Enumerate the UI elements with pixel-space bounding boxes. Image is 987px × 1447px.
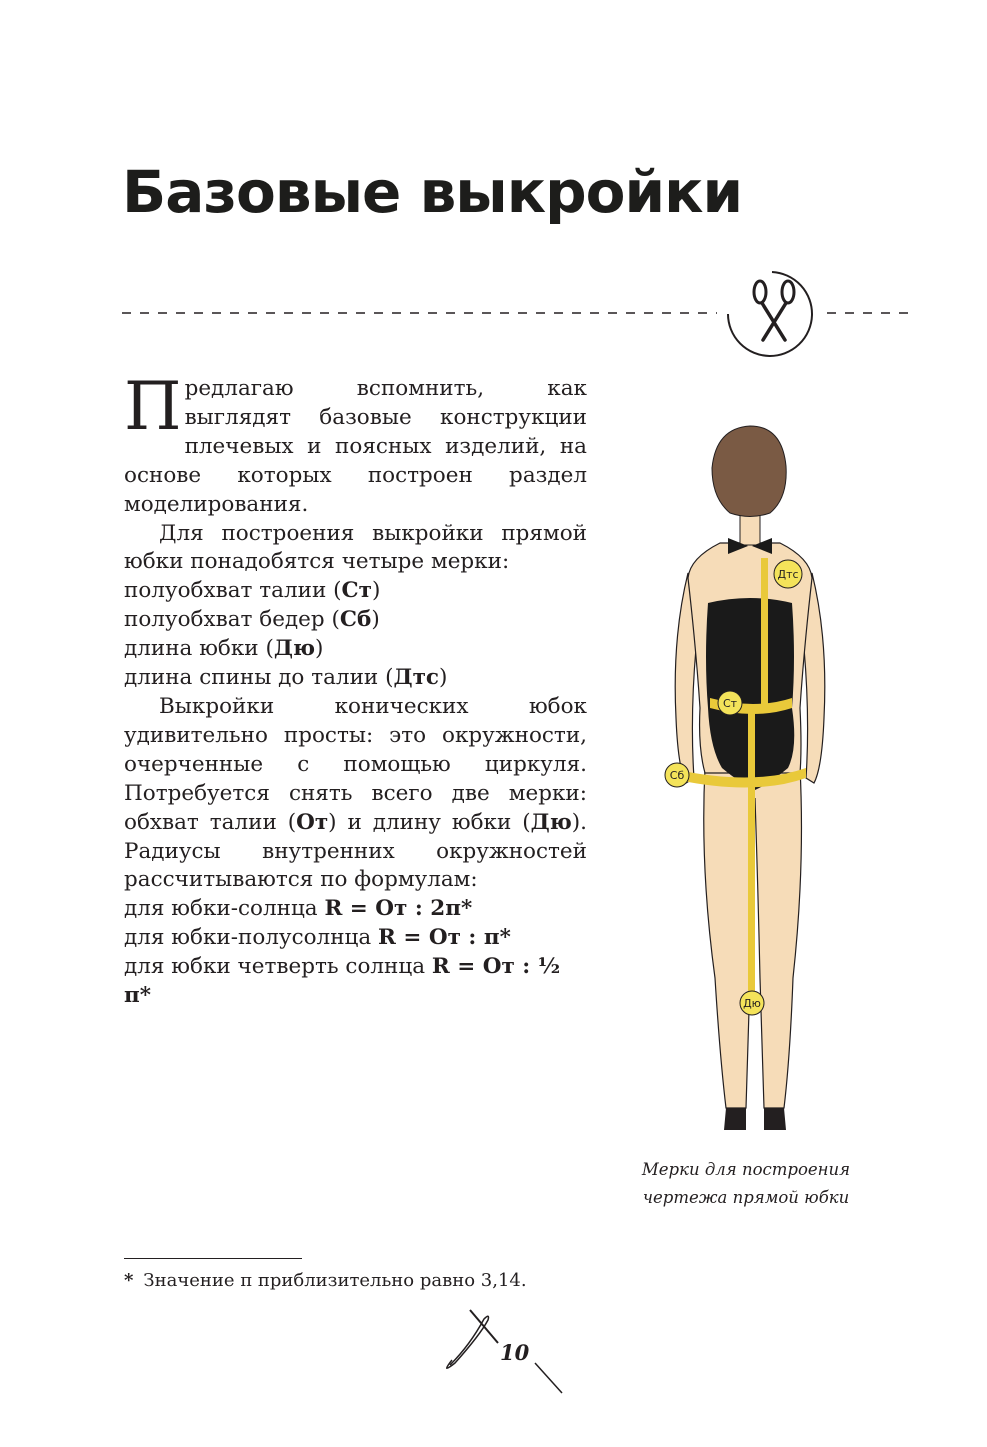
measure-line: полуобхват талии (Ст) bbox=[124, 578, 381, 604]
tape-skirt-length bbox=[748, 708, 755, 1008]
label-st bbox=[718, 691, 742, 715]
measure-line: полуобхват бедер (Сб) bbox=[124, 607, 380, 633]
label-sb bbox=[665, 763, 689, 787]
svg-text:Дтс: Дтс bbox=[777, 568, 799, 581]
shoes bbox=[724, 1108, 786, 1130]
formula-line: для юбки-полусолнца R = От : π* bbox=[124, 925, 511, 951]
hair bbox=[712, 426, 786, 517]
formula-line: для юбки-солнца R = От : 2π* bbox=[124, 896, 473, 922]
footnote-rule bbox=[124, 1258, 302, 1259]
skirt-intro-paragraph: Для построения выкройки прямой юбки понадобятся четыре мерки: bbox=[124, 520, 587, 575]
measure-line: длина спины до талии (Дтс) bbox=[124, 665, 448, 691]
formula-line: для юбки четверть солнца R = От : ½ π* bbox=[124, 954, 561, 1009]
body-text bbox=[124, 368, 587, 1011]
measure-line: длина юбки (Дю) bbox=[124, 636, 324, 662]
page-title: Базовые выкройки bbox=[122, 158, 743, 226]
measurement-figure bbox=[660, 418, 840, 1138]
scissors-icon bbox=[728, 272, 812, 356]
footnote: * Значение π приблизительно равно 3,14. bbox=[124, 1270, 527, 1291]
conic-skirts-paragraph: Выкройки конических юбок удивительно просты: это окружности, очерченные с помощью циркуля. Потребуется снять всего две мерки: обхват талии (От) и длину юбки (Дю). Радиусы внутренних окружностей рассчитываются по формулам: bbox=[124, 693, 587, 893]
svg-text:Ст: Ст bbox=[722, 697, 738, 710]
label-du bbox=[740, 991, 764, 1015]
section-divider bbox=[122, 268, 912, 358]
svg-text:Дю: Дю bbox=[743, 997, 761, 1010]
page-number: 10 bbox=[500, 1340, 530, 1365]
drop-cap: П bbox=[124, 368, 182, 445]
footnote-marker: * bbox=[124, 1270, 134, 1291]
intro-paragraph: Предлагаю вспомнить, как выглядят базовые конструкции плечевых и поясных изделий, на основе которых построен раздел моделирования. bbox=[124, 368, 587, 517]
svg-text:Сб: Сб bbox=[669, 769, 685, 782]
tape-back-length bbox=[761, 558, 768, 706]
neck bbox=[740, 513, 760, 545]
figure-caption: Мерки для построения чертежа прямой юбки bbox=[641, 1160, 851, 1207]
label-dts bbox=[774, 560, 802, 588]
